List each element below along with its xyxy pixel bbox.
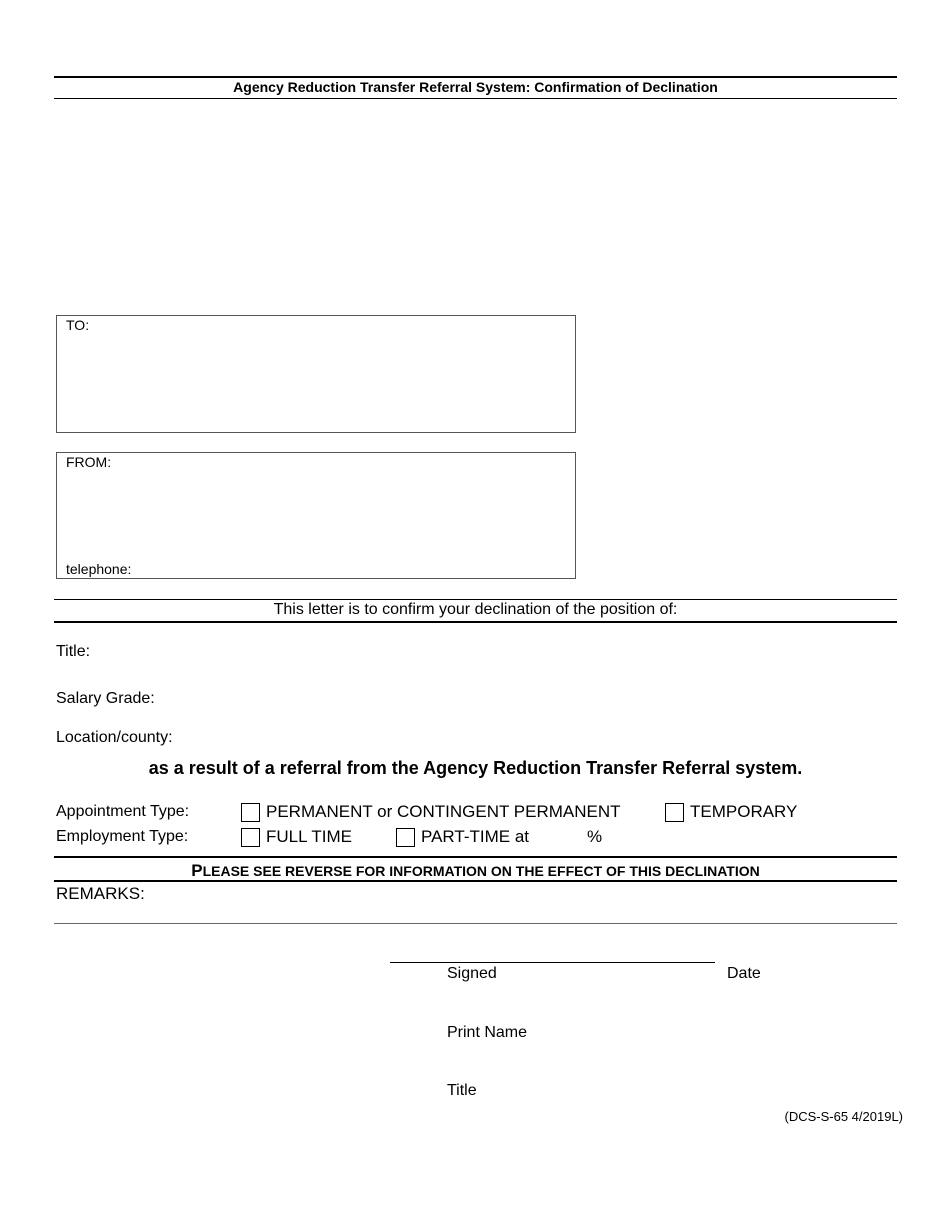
date-label: Date (727, 965, 761, 982)
appointment-type-label: Appointment Type: (56, 803, 190, 820)
full-time-checkbox[interactable] (241, 828, 260, 847)
from-label: FROM: (66, 454, 112, 470)
form-title: Agency Reduction Transfer Referral System: Confirmation of Declination (233, 79, 718, 95)
to-address-box[interactable] (56, 315, 576, 433)
salary-grade-label: Salary Grade: (56, 690, 155, 707)
form-id: (DCS-S-65 4/2019L) (784, 1109, 903, 1124)
signer-title-label: Title (447, 1082, 477, 1099)
position-title-label: Title: (56, 643, 91, 660)
remarks-label: REMARKS: (56, 884, 145, 903)
signed-label: Signed (447, 965, 497, 982)
part-time-checkbox[interactable] (396, 828, 415, 847)
referral-statement: as a result of a referral from the Agency Reduction Transfer Referral system. (148, 758, 803, 778)
full-time-option-label: FULL TIME (266, 827, 352, 846)
to-label: TO: (66, 317, 90, 333)
part-time-option-label: PART-TIME at (421, 827, 530, 846)
confirm-bottom-rule (54, 621, 897, 623)
header-top-rule (54, 76, 897, 78)
notice-bottom-rule (54, 880, 897, 882)
notice-top-rule (54, 856, 897, 858)
percent-sign: % (587, 827, 603, 846)
reverse-notice (54, 861, 897, 881)
location-county-label: Location/county: (56, 729, 173, 746)
employment-type-label: Employment Type: (56, 828, 189, 845)
confirm-top-rule (54, 599, 897, 600)
notice-first-letter: P (191, 861, 203, 880)
notice-rest: LEASE SEE REVERSE FOR INFORMATION ON THE EFFECT OF THIS DECLINATION (202, 863, 760, 879)
from-address-box[interactable] (56, 452, 576, 579)
telephone-label: telephone: (66, 561, 132, 577)
temporary-option-label: TEMPORARY (690, 802, 798, 821)
confirmation-statement: This letter is to confirm your declination of the position of: (273, 601, 678, 618)
permanent-option-label: PERMANENT or CONTINGENT PERMANENT (266, 802, 621, 821)
remarks-rule[interactable] (54, 923, 897, 924)
print-name-label: Print Name (447, 1024, 528, 1041)
header-bottom-rule (54, 98, 897, 99)
signature-line[interactable] (390, 962, 715, 963)
permanent-checkbox[interactable] (241, 803, 260, 822)
temporary-checkbox[interactable] (665, 803, 684, 822)
